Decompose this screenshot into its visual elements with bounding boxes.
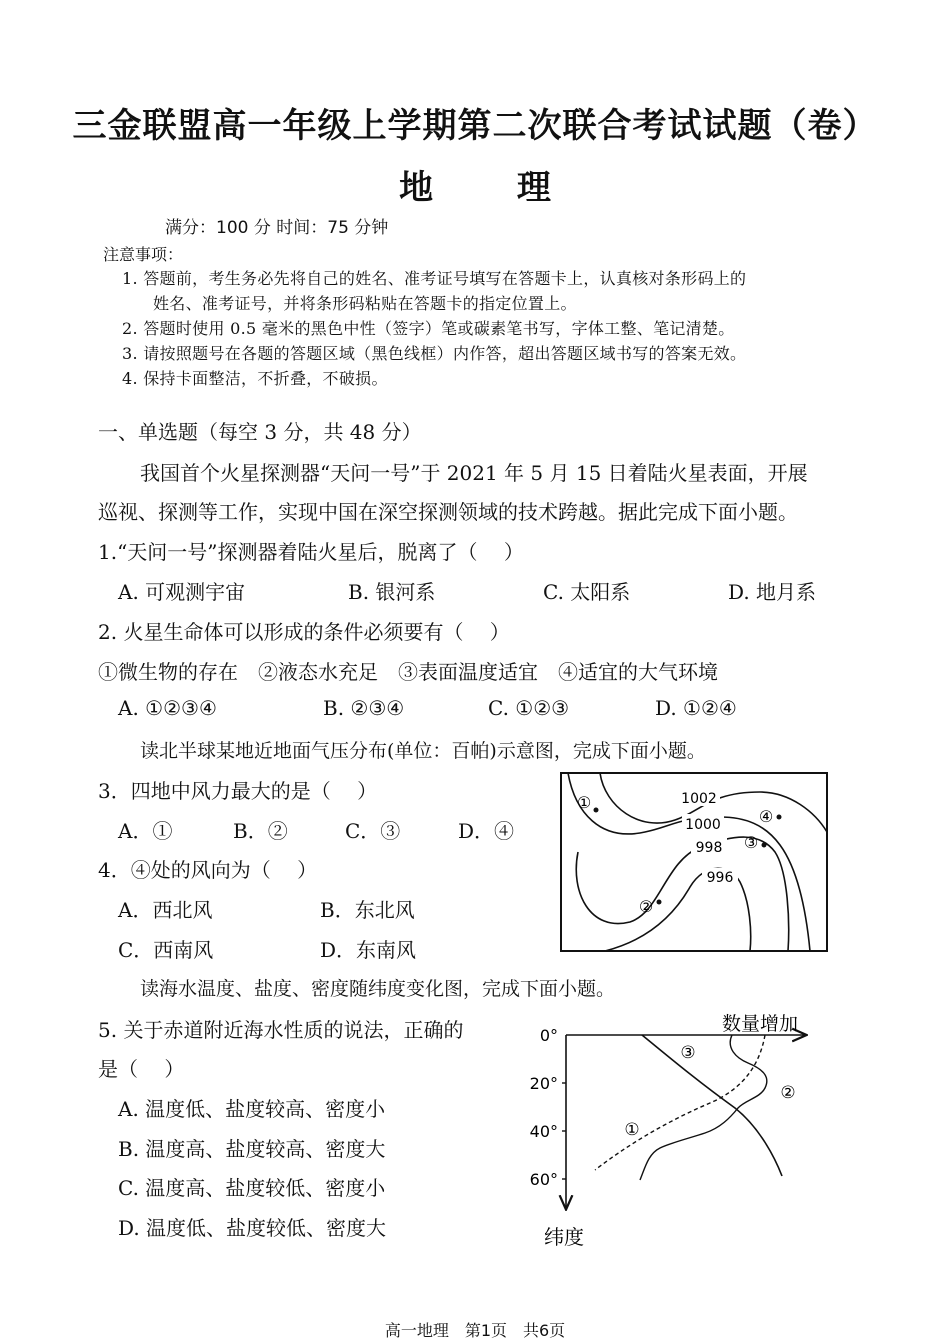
q2-option-c: C. ①②③ (488, 696, 570, 720)
notice-item: 姓名、准考证号，并将条形码粘贴在答题卡的指定位置上。 (153, 294, 577, 313)
pressure-intro: 读北半球某地近地面气压分布(单位：百帕)示意图，完成下面小题。 (140, 740, 706, 762)
q2-option-b: B. ②③④ (323, 696, 405, 720)
q1-stem: 1.“天问一号”探测器着陆火星后，脱离了（ ） (98, 540, 524, 564)
point-label: ② (638, 897, 654, 916)
y-tick-label: 0° (539, 1026, 558, 1045)
q5-option-b: B. 温度高、盐度较高、密度大 (118, 1137, 386, 1161)
isobar-label: 996 (706, 870, 734, 886)
y-tick-label: 20° (529, 1074, 558, 1093)
point-label: ③ (743, 833, 759, 852)
q5-option-d: D. 温度低、盐度较低、密度大 (118, 1216, 387, 1240)
curve-3 (642, 1035, 782, 1176)
curve-label: ① (624, 1120, 640, 1140)
subject-title: 地 理 (399, 168, 587, 208)
isobar-998 (576, 837, 788, 951)
isobar-label: 998 (695, 840, 723, 856)
q3-option-c: C．③ (345, 819, 401, 843)
q2-option-d: D. ①②④ (655, 696, 737, 720)
curve-label: ② (780, 1083, 796, 1103)
section-heading: 一、单选题（每空 3 分，共 48 分） (98, 420, 422, 444)
point-1-dot (594, 808, 599, 813)
point-4-dot (777, 815, 782, 820)
point-3-dot (762, 843, 767, 848)
q1-option-a: A. 可观测宇宙 (118, 580, 246, 604)
curve-2 (640, 1035, 767, 1180)
q2-stem: 2. 火星生命体可以形成的条件必须要有（ ） (98, 620, 510, 644)
q4-option-a: A．西北风 (118, 898, 213, 922)
point-label: ④ (758, 807, 774, 826)
q2-option-a: A. ①②③④ (118, 696, 217, 720)
isobar-label: 1000 (685, 817, 721, 833)
point-2-dot (657, 900, 662, 905)
q4-stem: 4．④处的风向为（ ） (98, 858, 318, 882)
notice-item: 4. 保持卡面整洁，不折叠，不破损。 (122, 369, 388, 388)
score-time: 满分：100 分 时间：75 分钟 (165, 218, 389, 238)
y-tick-label: 60° (529, 1170, 558, 1189)
q3-option-b: B．② (233, 819, 288, 843)
intro-line: 巡视、探测等工作，实现中国在深空探测领域的技术跨越。据此完成下面小题。 (98, 500, 798, 524)
ocean-intro: 读海水温度、盐度、密度随纬度变化图，完成下面小题。 (140, 978, 616, 1000)
y-axis-label: 纬度 (544, 1225, 584, 1249)
notice-item: 2. 答题时使用 0.5 毫米的黑色中性（签字）笔或碳素笔书写，字体工整、笔记清楚。 (122, 319, 735, 338)
x-axis-label: 数量增加 (721, 1013, 799, 1035)
point-label: ① (576, 793, 592, 812)
y-tick-label: 40° (529, 1122, 558, 1141)
q4-option-c: C．西南风 (118, 938, 214, 962)
isobar-label: 1002 (681, 791, 717, 807)
notice-heading: 注意事项： (103, 245, 184, 264)
q1-option-d: D. 地月系 (728, 580, 817, 604)
q5-option-a: A. 温度低、盐度较高、密度小 (118, 1097, 386, 1121)
q4-option-d: D．东南风 (320, 938, 417, 962)
curve-label: ③ (680, 1043, 696, 1063)
exam-title: 三金联盟高一年级上学期第二次联合考试试题（卷） (72, 106, 878, 146)
q2-conditions: ①微生物的存在 ②液态水充足 ③表面温度适宜 ④适宜的大气环境 (98, 660, 718, 684)
pressure-map (560, 772, 828, 952)
q3-option-d: D．④ (458, 819, 515, 843)
q4-option-b: B．东北风 (320, 898, 415, 922)
q3-stem: 3．四地中风力最大的是（ ） (98, 779, 378, 803)
q5-stem: 是（ ） (98, 1057, 185, 1081)
notice-item: 3. 请按照题号在各题的答题区域（黑色线框）内作答，超出答题区域书写的答案无效。 (122, 344, 747, 363)
intro-line: 我国首个火星探测器“天问一号”于 2021 年 5 月 15 日着陆火星表面，开展 (140, 461, 808, 485)
q5-option-c: C. 温度高、盐度较低、密度小 (118, 1176, 386, 1200)
ocean-chart (520, 1008, 840, 1253)
q1-option-c: C. 太阳系 (543, 580, 631, 604)
q3-option-a: A．① (118, 819, 173, 843)
q1-option-b: B. 银河系 (348, 580, 436, 604)
notice-item: 1. 答题前，考生务必先将自己的姓名、准考证号填写在答题卡上，认真核对条形码上的 (122, 269, 747, 288)
q5-stem: 5. 关于赤道附近海水性质的说法，正确的 (98, 1018, 464, 1042)
page-footer: 高一地理 第1页 共6页 (384, 1321, 566, 1340)
